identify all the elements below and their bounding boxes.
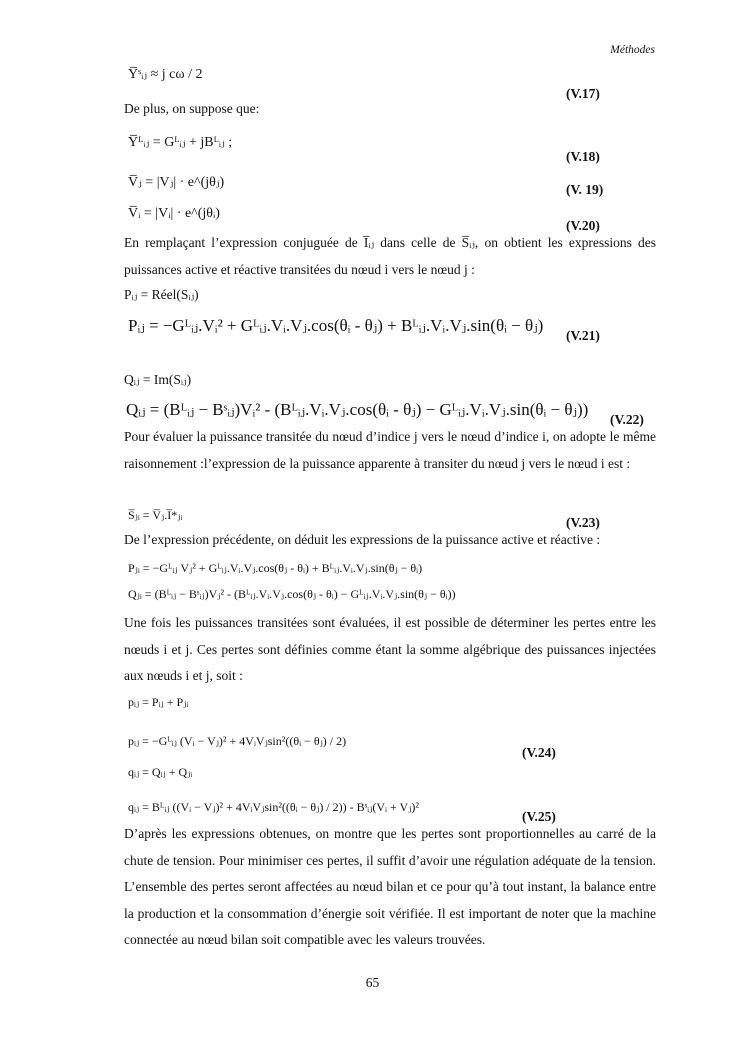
pij-definition: Pᵢⱼ = Réel(Sᵢⱼ) <box>124 287 199 302</box>
eq-label-v17: (V.17) <box>566 86 600 101</box>
eq-label-v21: (V.21) <box>566 328 600 343</box>
paragraph-reverse: Pour évaluer la puissance transitée du nœud d’indice j vers le nœud d’indice i, on adopte le même raisonnement :l’expression de la puissance apparente à transiter du nœud j vers le nœud i est : <box>124 429 656 471</box>
paragraph-conjugate: En remplaçant l’expression conjuguée de I̅ᵢⱼ dans celle de S̅ᵢⱼ, on obtient les expressions des puissances active et réactive transitées du nœud i vers le nœud j : <box>124 235 656 277</box>
equation-v23: S̅ⱼᵢ = V̅ⱼ.I̅*ⱼᵢ <box>128 508 183 522</box>
equation-v17: Y̅ˢᵢⱼ ≈ j cω / 2 <box>128 67 203 82</box>
paragraph-deduce: De l’expression précédente, on déduit les expressions de la puissance active et réactive : <box>124 532 601 547</box>
equation-v20: V̅ᵢ = |Vᵢ| · e^(jθᵢ) <box>128 206 220 221</box>
eq-label-v22: (V.22) <box>610 412 644 427</box>
eq-label-v23: (V.23) <box>566 515 600 530</box>
equation-qij-sum: qᵢⱼ = Qᵢⱼ + Qⱼᵢ <box>128 765 193 779</box>
page-number: 65 <box>365 975 380 990</box>
equation-v21: Pᵢⱼ = −Gᴸᵢⱼ.Vᵢ² + Gᴸᵢⱼ.Vᵢ.Vⱼ.cos(θᵢ - θⱼ) + Bᴸᵢⱼ.Vᵢ.Vⱼ.sin(θᵢ − θⱼ) <box>128 316 544 335</box>
eq-label-v20: (V.20) <box>566 218 600 233</box>
paragraph-intro: De plus, on suppose que: <box>124 101 260 116</box>
equation-qji: Qⱼᵢ = (Bᴸᵢⱼ − Bˢᵢⱼ)Vⱼ² - (Bᴸᵢⱼ.Vᵢ.Vⱼ.cos(θⱼ - θᵢ) − Gᴸᵢⱼ.Vᵢ.Vⱼ.sin(θⱼ − θᵢ)) <box>128 587 456 601</box>
eq-label-v18: (V.18) <box>566 149 600 164</box>
paragraph-conclusion: D’après les expressions obtenues, on montre que les pertes sont proportionnelles au carré de la chute de tension. Pour minimiser ces pertes, il suffit d’avoir une régulation adéquate de la tension. L’ensemble des pertes seront affectées au nœud bilan et ce pour qu’à tout instant, la balance entre la production et la consommation d’énergie soit vérifiée. Il est important de noter que la machine connectée au nœud bilan soit compatible avec les valeurs trouvées. <box>124 826 656 947</box>
qij-definition: Qᵢⱼ = Im(Sᵢⱼ) <box>124 372 192 387</box>
equation-v22: Qᵢⱼ = (Bᴸᵢⱼ − Bˢᵢⱼ)Vᵢ² - (Bᴸᵢⱼ.Vᵢ.Vⱼ.cos(θᵢ - θⱼ) − Gᴸᵢⱼ.Vᵢ.Vⱼ.sin(θᵢ − θⱼ)) <box>126 400 589 419</box>
equation-pji: Pⱼᵢ = −Gᴸᵢⱼ Vⱼ² + Gᴸᵢⱼ.Vᵢ.Vⱼ.cos(θⱼ - θᵢ) + Bᴸᵢⱼ.Vᵢ.Vⱼ.sin(θⱼ − θᵢ) <box>128 561 423 575</box>
equation-pij-sum: pᵢⱼ = Pᵢⱼ + Pⱼᵢ <box>128 695 189 709</box>
eq-label-v25: (V.25) <box>522 809 556 824</box>
eq-label-v19: (V. 19) <box>566 182 604 197</box>
equation-v19: V̅ⱼ = |Vⱼ| · e^(jθⱼ) <box>128 175 225 190</box>
equation-v24: pᵢⱼ = −Gᴸᵢⱼ (Vᵢ − Vⱼ)² + 4VᵢVⱼsin²((θᵢ − θⱼ) / 2) <box>128 734 347 748</box>
eq-label-v24: (V.24) <box>522 745 556 760</box>
paragraph-losses: Une fois les puissances transitées sont évaluées, il est possible de déterminer les pertes entre les nœuds i et j. Ces pertes sont définies comme étant la somme algébrique des puissances injectées aux nœuds i et j, soit : <box>124 615 656 683</box>
equation-v18: Y̅ᴸᵢⱼ = Gᴸᵢⱼ + jBᴸᵢⱼ ; <box>128 135 233 150</box>
equation-v25: qᵢⱼ = Bᴸᵢⱼ ((Vᵢ − Vⱼ)² + 4VᵢVⱼsin²((θᵢ − θⱼ) / 2)) - Bˢᵢⱼ(Vᵢ + Vⱼ)² <box>128 800 419 814</box>
running-header: Méthodes <box>610 44 655 56</box>
